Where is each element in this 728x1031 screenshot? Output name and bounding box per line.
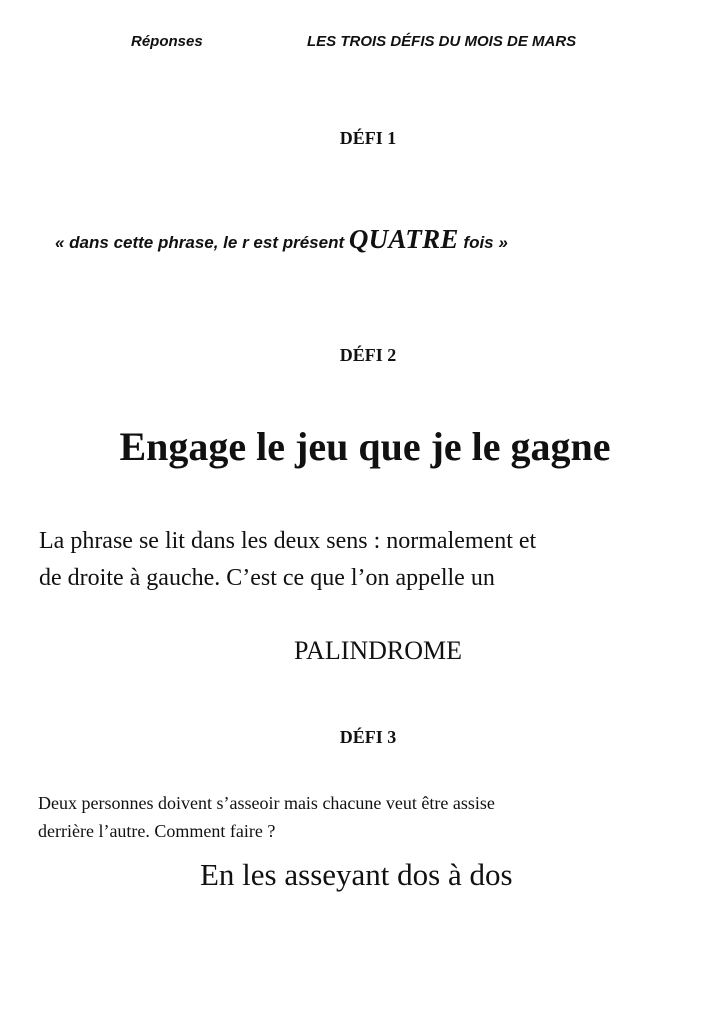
defi2-explanation-line1: La phrase se lit dans les deux sens : normalement et bbox=[39, 528, 537, 554]
defi3-question-line1: Deux personnes doivent s’asseoir mais chacune veut être assise bbox=[38, 793, 495, 813]
defi1-answer-emphasis: QUATRE bbox=[348, 224, 459, 254]
defi2-explanation bbox=[39, 523, 724, 597]
defi3-question-line2: derrière l’autre. Comment faire ? bbox=[38, 821, 276, 841]
header-title: LES TROIS DÉFIS DU MOIS DE MARS bbox=[307, 33, 577, 50]
defi1-answer-prefix: « dans cette phrase, le r est présent bbox=[55, 233, 349, 252]
defi2-term: PALINDROME bbox=[293, 636, 463, 665]
defi2-title: DÉFI 2 bbox=[339, 345, 397, 365]
defi2-explanation-line2: de droite à gauche. C’est ce que l’on appelle un bbox=[39, 565, 495, 591]
defi1-answer bbox=[55, 224, 508, 255]
defi1-title: DÉFI 1 bbox=[339, 128, 397, 148]
defi1-answer-suffix: fois » bbox=[458, 233, 508, 252]
header-left: Réponses bbox=[131, 33, 203, 50]
defi2-answer: Engage le jeu que je le gagne bbox=[119, 424, 611, 469]
defi3-question bbox=[38, 789, 698, 845]
defi3-title: DÉFI 3 bbox=[339, 727, 397, 747]
defi3-answer: En les asseyant dos à dos bbox=[200, 857, 513, 892]
